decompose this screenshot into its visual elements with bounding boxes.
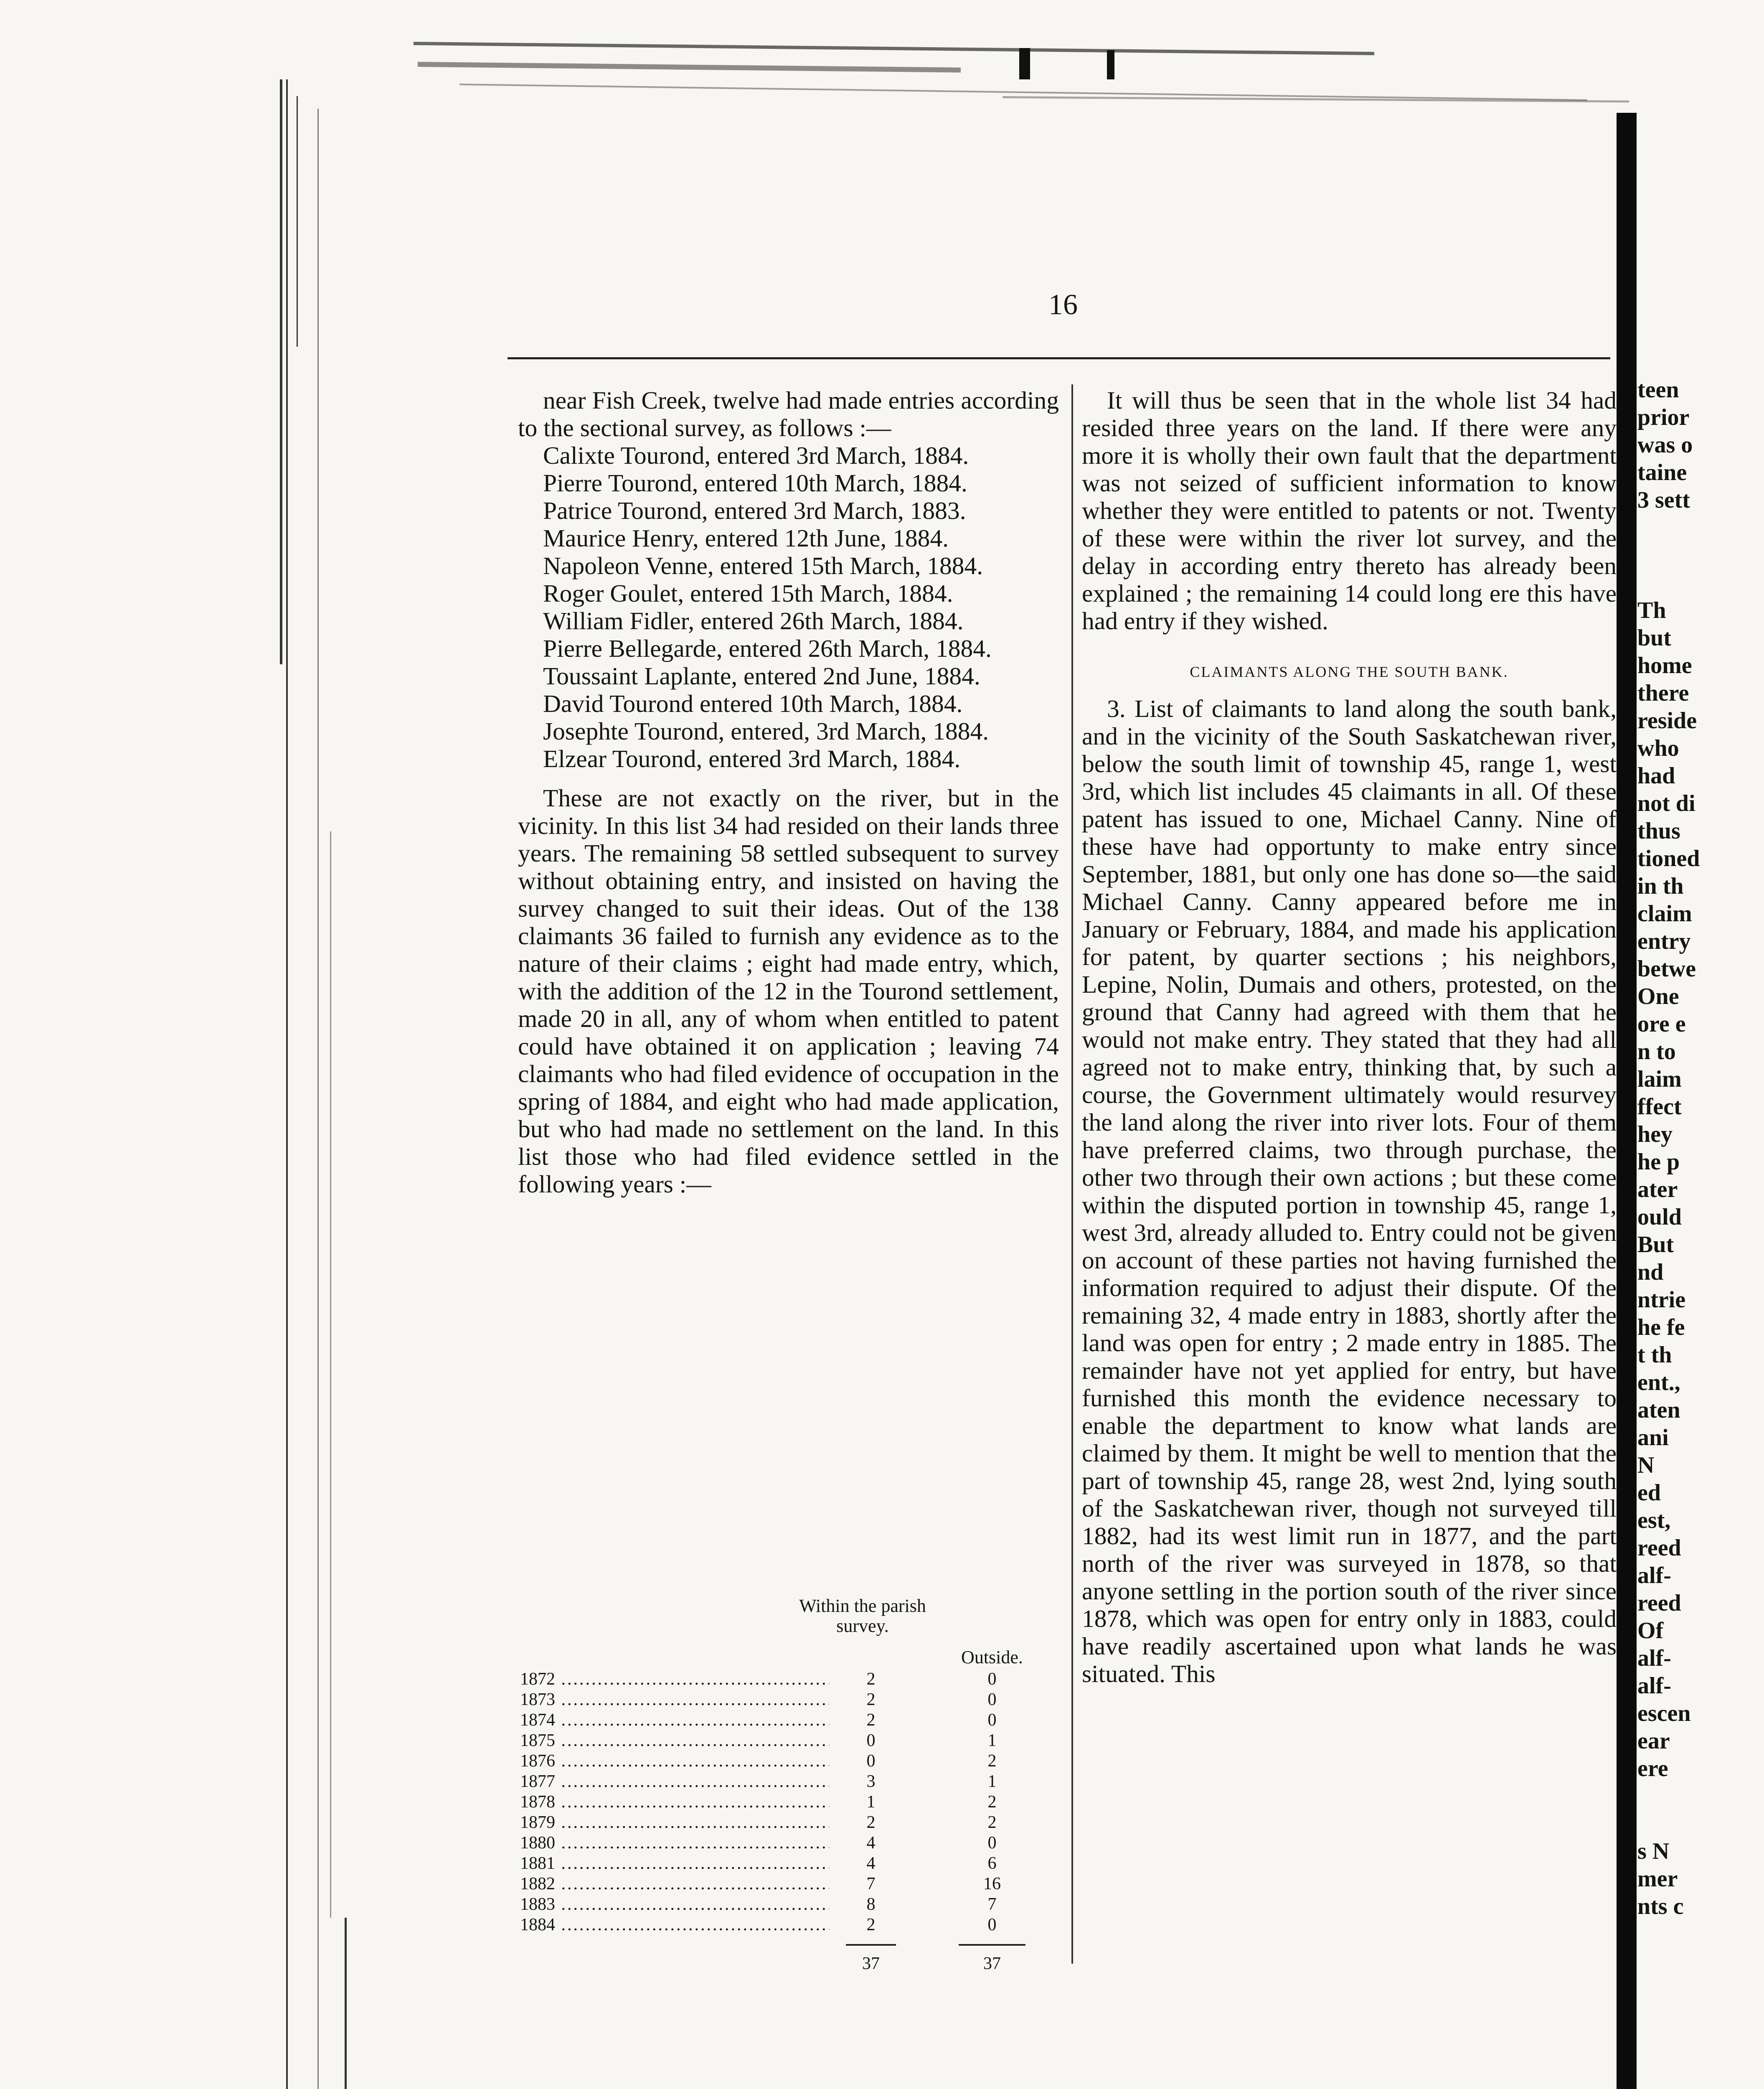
row-within: 3: [866, 1772, 876, 1791]
body-paragraph: These are not exactly on the river, but in the vicinity. In this list 34 had resided on their lands three years. The remaining 58 settled subsequent to survey without obtaining entry, and insisted on having the survey changed to suit their ideas. Out of the 138 claimants 36 failed to furnish any evidence as to the nature of their claims ; eight had made entry, which, with the addition of the 12 in the Tourond settlement, made 20 in all, any of whom when entitled to patent could have obtained it on application ; leaving 74 claimants who had filed evidence of occupation in the spring of 1884, and eight who had made application, but who had made no settlement on the land. In this list those who had filed evidence settled in the following years :—: [518, 784, 1059, 1198]
fragment-line: in th: [1637, 873, 1684, 899]
fragment-line: who: [1637, 735, 1679, 761]
column-header-within: Within the parish survey.: [799, 1596, 926, 1636]
fragment-line: reed: [1637, 1535, 1681, 1561]
right-column: [1082, 386, 1617, 1687]
table-row: [520, 1894, 1055, 1915]
row-outside: 0: [987, 1915, 997, 1934]
table-body: [520, 1669, 1055, 1935]
fragment-line: taine: [1637, 460, 1687, 485]
fragment-line: n to: [1637, 1039, 1676, 1065]
row-year: 1875 .....: [520, 1731, 829, 1751]
fragment-line: est,: [1637, 1507, 1671, 1533]
row-year: 1883 .....: [520, 1894, 829, 1915]
fragment-line: aten: [1637, 1397, 1680, 1423]
fragment-line: mer: [1637, 1866, 1678, 1892]
total-within: 37: [862, 1954, 880, 1973]
fragment-line: t th: [1637, 1342, 1672, 1368]
table-row: [520, 1710, 1055, 1731]
row-year: 1880 .....: [520, 1833, 829, 1853]
row-within: 2: [866, 1710, 876, 1730]
row-outside: 1: [987, 1731, 997, 1750]
fragment-line: alf-: [1637, 1673, 1671, 1699]
scan-smear-top: [418, 62, 961, 73]
total-rule: [959, 1944, 1025, 1946]
fragment-line: reed: [1637, 1590, 1681, 1616]
scan-smear-top: [459, 84, 1587, 101]
body-paragraph: 3. List of claimants to land along the south bank, and in the vicinity of the South Saskatchewan river, below the south limit of township 45, range 1, west 3rd, which list includes 45 claimants in all. Of these patent has issued to one, Michael Canny. Nine of these have had opportunty to make entry since September, 1881, but only one has done so—the said Michael Canny. Canny appeared before me in January or February, 1884, and made his application for patent, by quarter sections ; his neighbors, Lepine, Nolin, Dumais and others, protested, on the ground that Canny had agreed with them that he would not make entry. They stated that they had all agreed not to make entry, thinking that, by such a course, the Government ultimately would resurvey the land along the river into river lots. Four of them have preferred claims, two through purchase, the other two through their own actions ; but these come within the disputed portion in township 45, range 1, west 3rd, already alluded to. Entry could not be given on account of these parties not having furnished the information required to adjust their dispute. Of the remaining 32, 4 made entry in 1883, shortly after the land was open for entry ; 2 made entry in 1885. The remainder have not yet applied for entry, but have furnished this month the evidence necessary to enable the department to know what lands are claimed by them. It might be well to mention that the part of township 45, range 28, west 2nd, lying south of the Saskatchewan river, though not surveyed till 1882, had its west limit run in 1877, and the part north of the river was surveyed in 1878, so that anyone settling in the portion south of the river since 1878, which was open for entry only in 1883, could have readily ascertained upon what lands he was situated. This: [1082, 695, 1617, 1687]
scan-blot: [1107, 50, 1114, 79]
scan-binding-shadow: [1617, 113, 1637, 2089]
table-row: [520, 1853, 1055, 1874]
fragment-line: claim: [1637, 901, 1692, 927]
row-within: 0: [866, 1731, 876, 1750]
fragment-line: home: [1637, 653, 1692, 679]
row-outside: 2: [987, 1751, 997, 1771]
fragment-line: s N: [1637, 1838, 1670, 1864]
scan-left-edge: [272, 79, 363, 2089]
entry-list-item: David Tourond entered 10th March, 1884.: [543, 690, 963, 717]
fragment-line: nts c: [1637, 1893, 1684, 1919]
table-row: [520, 1812, 1055, 1833]
row-within: 1: [866, 1792, 876, 1812]
entry-list-item: Pierre Tourond, entered 10th March, 1884.: [543, 469, 967, 497]
row-outside: 7: [987, 1895, 997, 1914]
fragment-line: not di: [1637, 790, 1695, 816]
row-within: 0: [866, 1751, 876, 1771]
fragment-line: nd: [1637, 1259, 1664, 1285]
fragment-line: ent.,: [1637, 1370, 1680, 1395]
row-within: 4: [866, 1854, 876, 1873]
entry-list-item: Roger Goulet, entered 15th March, 1884.: [543, 579, 953, 607]
fragment-line: [1637, 569, 1764, 597]
row-outside: 0: [987, 1670, 997, 1689]
table-row: [520, 1874, 1055, 1894]
row-outside: 2: [987, 1813, 997, 1832]
entry-list-item: Toussaint Laplante, entered 2nd June, 1884.: [543, 662, 980, 690]
fragment-line: ed: [1637, 1480, 1661, 1506]
row-within: 7: [866, 1874, 876, 1893]
body-paragraph: It will thus be seen that in the whole list 34 had resided three years on the land. If there were any more it is wholly their own fault that the department was not seized of sufficient information to know whether they were entitled to patents or not. Twenty of these were within the river lot survey, and the delay in according entry thereto has already been explained ; the remaining 14 could long ere this have had entry if they wished.: [1082, 386, 1617, 635]
fragment-line: alf-: [1637, 1645, 1671, 1671]
left-column: [518, 386, 1059, 1198]
row-year: 1881 .....: [520, 1853, 829, 1874]
fragment-line: he p: [1637, 1149, 1680, 1175]
row-outside: 1: [987, 1772, 997, 1791]
total-outside: 37: [983, 1954, 1001, 1973]
row-outside: 0: [987, 1710, 997, 1730]
table-header: [520, 1596, 1055, 1669]
row-outside: 6: [987, 1854, 997, 1873]
row-within: 2: [866, 1915, 876, 1934]
fragment-line: entry: [1637, 928, 1691, 954]
fragment-line: but: [1637, 625, 1671, 651]
row-outside: 16: [983, 1874, 1001, 1893]
fragment-line: 3 sett: [1637, 487, 1690, 513]
intro-paragraph: near Fish Creek, twelve had made entries according to the sectional survey, as follows :—: [518, 386, 1059, 442]
fragment-line: had: [1637, 763, 1675, 789]
table-row: [520, 1833, 1055, 1853]
row-within: 8: [866, 1895, 876, 1914]
row-year: 1874 .....: [520, 1710, 829, 1731]
fragment-line: hey: [1637, 1121, 1673, 1147]
row-year: 1877 .....: [520, 1771, 829, 1792]
fragment-line: prior: [1637, 404, 1690, 430]
fragment-line: N: [1637, 1452, 1655, 1478]
fragment-line: betwe: [1637, 956, 1696, 982]
fragment-line: ffect: [1637, 1094, 1682, 1120]
entry-list-item: William Fidler, entered 26th March, 1884.: [543, 607, 964, 635]
total-rule: [846, 1944, 896, 1946]
table-row: [520, 1771, 1055, 1792]
fragment-line: But: [1637, 1232, 1674, 1258]
fragment-line: ani: [1637, 1425, 1669, 1451]
fragment-line: thus: [1637, 818, 1680, 844]
section-heading: CLAIMANTS ALONG THE SOUTH BANK.: [1190, 663, 1509, 680]
fragment-line: One: [1637, 984, 1679, 1009]
row-within: 2: [866, 1690, 876, 1709]
fragment-line: teen: [1637, 377, 1679, 403]
entry-list-item: Maurice Henry, entered 12th June, 1884.: [543, 524, 949, 552]
fragment-line: ore e: [1637, 1011, 1686, 1037]
fragment-line: there: [1637, 680, 1689, 706]
fragment-line: Of: [1637, 1618, 1664, 1644]
table-total-row: [520, 1943, 1055, 1989]
fragment-line: Th: [1637, 597, 1666, 623]
table-row: [520, 1690, 1055, 1710]
row-within: 2: [866, 1813, 876, 1832]
row-year: 1879 .....: [520, 1812, 829, 1833]
fragment-line: laim: [1637, 1066, 1682, 1092]
fragment-line: alf-: [1637, 1563, 1671, 1588]
row-within: 4: [866, 1833, 876, 1853]
fragment-line: he fe: [1637, 1314, 1685, 1340]
fragment-line: reside: [1637, 708, 1697, 734]
row-outside: 0: [987, 1690, 997, 1709]
fragment-line: ere: [1637, 1756, 1668, 1781]
entry-list-item: Elzear Tourond, entered 3rd March, 1884.: [543, 745, 961, 773]
fragment-line: [1637, 1782, 1764, 1810]
page-number: 16: [1048, 289, 1078, 321]
row-within: 2: [866, 1670, 876, 1689]
row-year: 1878 .....: [520, 1792, 829, 1812]
table-row: [520, 1731, 1055, 1751]
column-header-outside: Outside.: [961, 1647, 1023, 1667]
scan-blot: [1019, 48, 1030, 79]
fragment-line: ould: [1637, 1204, 1682, 1230]
entry-list-item: Napoleon Venne, entered 15th March, 1884.: [543, 552, 983, 579]
table-row: [520, 1915, 1055, 1935]
entry-list-item: Josephte Tourond, entered, 3rd March, 1884.: [543, 717, 989, 745]
table-row: [520, 1751, 1055, 1771]
entry-list-item: Patrice Tourond, entered 3rd March, 1883.: [543, 497, 966, 524]
row-year: 1872 .....: [520, 1669, 829, 1690]
table-row: [520, 1669, 1055, 1690]
row-year: 1876 .....: [520, 1751, 829, 1771]
settlement-years-table: [520, 1596, 1055, 1989]
fragment-line: ntrie: [1637, 1287, 1686, 1313]
fragment-line: was o: [1637, 432, 1693, 458]
column-divider: [1071, 384, 1073, 1964]
row-outside: 0: [987, 1833, 997, 1853]
row-year: 1882 .....: [520, 1874, 829, 1894]
header-rule: [508, 357, 1610, 359]
row-year: 1873 .....: [520, 1690, 829, 1710]
adjacent-page-fragments: [1637, 376, 1764, 1920]
fragment-line: escen: [1637, 1700, 1691, 1726]
fragment-line: [1637, 514, 1764, 541]
fragment-line: ear: [1637, 1728, 1670, 1754]
entry-list-item: Calixte Tourond, entered 3rd March, 1884.: [543, 442, 969, 469]
entry-list-item: Pierre Bellegarde, entered 26th March, 1884.: [543, 635, 992, 662]
scan-smear-top: [414, 42, 1374, 55]
row-outside: 2: [987, 1792, 997, 1812]
table-row: [520, 1792, 1055, 1812]
fragment-line: tioned: [1637, 846, 1700, 872]
fragment-line: ater: [1637, 1177, 1678, 1202]
fragment-line: [1637, 1810, 1764, 1837]
fragment-line: [1637, 541, 1764, 569]
row-year: 1884 .....: [520, 1915, 829, 1935]
